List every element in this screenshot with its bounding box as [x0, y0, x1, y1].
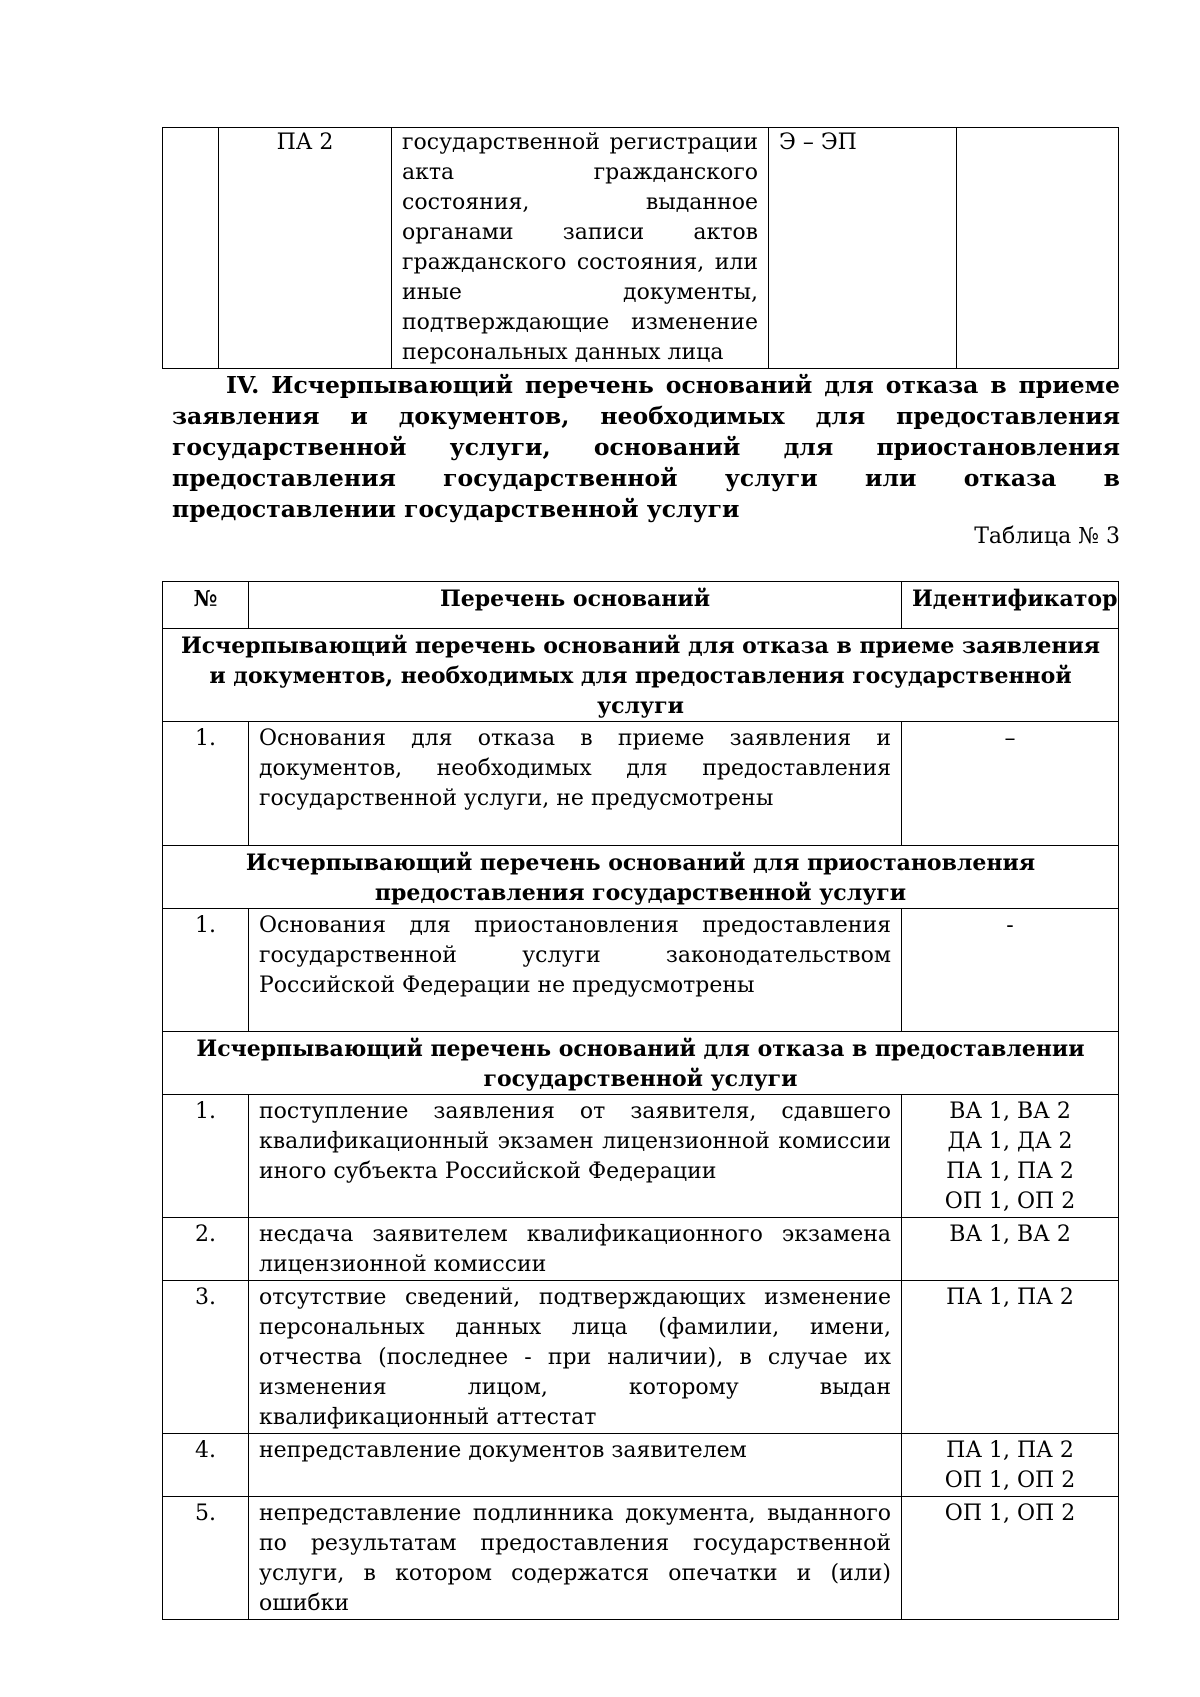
- continuation-table: [162, 127, 1119, 369]
- row-number: 1.: [163, 1095, 249, 1218]
- identifier-line: ВА 1, ВА 2: [949, 1099, 1071, 1124]
- table-row: [163, 909, 1119, 1032]
- table-cell-empty: [163, 128, 219, 369]
- column-header-list: Перечень оснований: [249, 582, 902, 629]
- table-row: [163, 1095, 1119, 1218]
- row-text: Основания для приостановления предоставления государственной услуги законодательством Российской Федерации не предусмотрены: [249, 909, 902, 1032]
- row-identifier: -: [902, 909, 1119, 1032]
- row-text: поступление заявления от заявителя, сдавшего квалификационный экзамен лицензионной комиссии иного субъекта Российской Федерации: [249, 1095, 902, 1218]
- row-text: Основания для отказа в приеме заявления и документов, необходимых для предоставления государственной услуги, не предусмотрены: [249, 722, 902, 846]
- grounds-table: [162, 581, 1119, 1620]
- group-title: Исчерпывающий перечень оснований для отказа в предоставлении государственной услуги: [163, 1032, 1119, 1095]
- row-text: непредставление подлинника документа, выданного по результатам предоставления государственной услуги, в котором содержатся опечатки и (или) ошибки: [249, 1497, 902, 1620]
- row-identifier: [902, 1434, 1119, 1497]
- table-row: [163, 128, 1119, 369]
- row-identifier: [902, 1281, 1119, 1434]
- group-title: Исчерпывающий перечень оснований для приостановления предоставления государственной услуги: [163, 846, 1119, 909]
- identifier-line: ПА 1, ПА 2: [946, 1438, 1074, 1463]
- table-row: [163, 1281, 1119, 1434]
- table-row: [163, 1218, 1119, 1281]
- row-number: 4.: [163, 1434, 249, 1497]
- identifier-line: ОП 1, ОП 2: [944, 1501, 1076, 1526]
- section-heading: [172, 370, 1120, 525]
- identifier-line: ПА 1, ПА 2: [946, 1285, 1074, 1310]
- table-row: [163, 1434, 1119, 1497]
- identifier-line: ОП 1, ОП 2: [944, 1189, 1076, 1214]
- group-header-row: [163, 1032, 1119, 1095]
- identifier-line: ПА 1, ПА 2: [946, 1159, 1074, 1184]
- row-identifier: [902, 1218, 1119, 1281]
- identifier-line: ВА 1, ВА 2: [949, 1222, 1071, 1247]
- document-format: Э – ЭП: [769, 128, 957, 369]
- identifier-line: ДА 1, ДА 2: [947, 1129, 1073, 1154]
- column-header-identifier: Идентификатор: [902, 582, 1119, 629]
- row-number: 3.: [163, 1281, 249, 1434]
- document-description: государственной регистрации акта гражданского состояния, выданное органами записи актов гражданского состояния, или иные документы, подтверждающие изменение персональных данных лица: [392, 128, 769, 369]
- row-number: 2.: [163, 1218, 249, 1281]
- row-identifier: [902, 1095, 1119, 1218]
- table-row: [163, 722, 1119, 846]
- row-text: непредставление документов заявителем: [249, 1434, 902, 1497]
- row-identifier: –: [902, 722, 1119, 846]
- table-header-row: [163, 582, 1119, 629]
- table-caption: Таблица № 3: [974, 524, 1120, 549]
- group-header-row: [163, 629, 1119, 722]
- section-title: IV. Исчерпывающий перечень оснований для отказа в приеме заявления и документов, необходимых для предоставления государственной услуги, оснований для приостановления предоставления государственной услуги или отказа в предоставлении государственной услуги: [172, 371, 1120, 523]
- group-header-row: [163, 846, 1119, 909]
- table-cell-empty: [957, 128, 1119, 369]
- table-row: [163, 1497, 1119, 1620]
- row-text: несдача заявителем квалификационного экзамена лицензионной комиссии: [249, 1218, 902, 1281]
- row-text: отсутствие сведений, подтверждающих изменение персональных данных лица (фамилии, имени, отчества (последнее - при наличии), в случае их изменения лицом, которому выдан квалификационный аттестат: [249, 1281, 902, 1434]
- identifier-line: ОП 1, ОП 2: [944, 1468, 1076, 1493]
- document-code: ПА 2: [219, 128, 392, 369]
- row-identifier: [902, 1497, 1119, 1620]
- row-number: 1.: [163, 909, 249, 1032]
- row-number: 1.: [163, 722, 249, 846]
- row-number: 5.: [163, 1497, 249, 1620]
- group-title: Исчерпывающий перечень оснований для отказа в приеме заявления и документов, необходимых для предоставления государственной услуги: [163, 629, 1119, 722]
- column-header-number: №: [163, 582, 249, 629]
